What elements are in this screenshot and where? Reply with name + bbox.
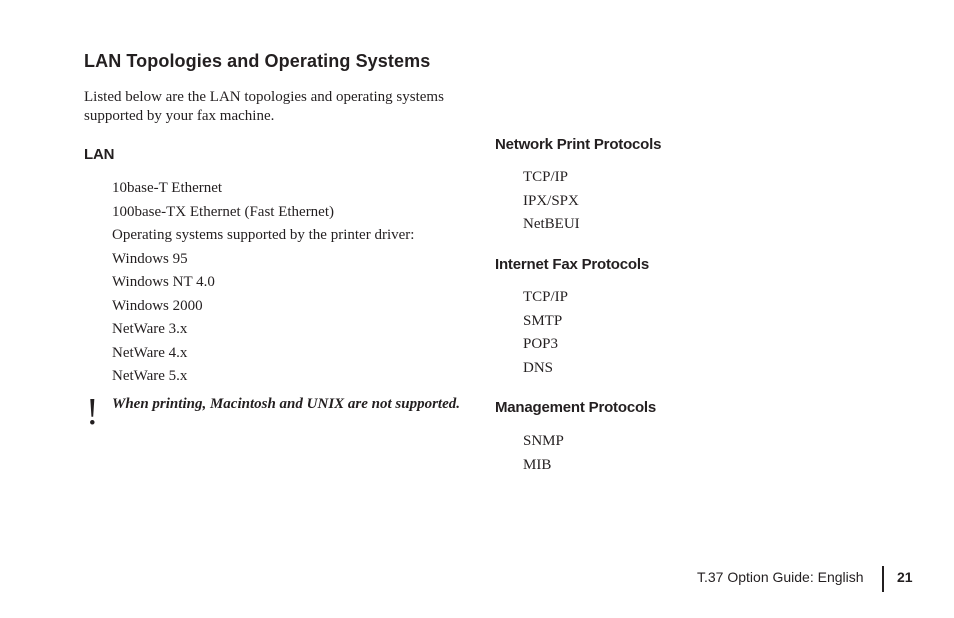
management-protocols-heading: Management Protocols (495, 399, 657, 416)
list-item: NetWare 4.x (112, 344, 188, 361)
list-item: Operating systems supported by the printer driver: (112, 227, 415, 243)
network-print-protocols-heading: Network Print Protocols (495, 136, 662, 153)
lan-list (112, 177, 414, 389)
internet-fax-protocols-heading: Internet Fax Protocols (495, 256, 649, 273)
list-item: 10base-T Ethernet (112, 180, 223, 196)
warning-note: When printing, Macintosh and UNIX are not supported. (112, 396, 461, 412)
list-item: NetWare 5.x (112, 368, 188, 384)
list-item: SMTP (523, 312, 563, 329)
intro-paragraph: Listed below are the LAN topologies and operating systems supported by your fax machine. (84, 89, 444, 124)
list-item: Windows 2000 (112, 297, 203, 314)
network-print-protocols-list (523, 166, 580, 237)
list-item: Windows NT 4.0 (112, 274, 215, 290)
list-item: Windows 95 (112, 250, 188, 267)
list-item: 100base-TX Ethernet (Fast Ethernet) (112, 203, 335, 220)
list-item: TCP/IP (523, 169, 569, 185)
list-item: DNS (523, 359, 554, 376)
exclamation-icon: ! (86, 391, 99, 433)
footer-divider (882, 566, 884, 592)
page-title: LAN Topologies and Operating Systems (84, 51, 431, 71)
list-item: MIB (523, 456, 552, 473)
list-item: POP3 (523, 336, 559, 352)
footer-guide-title: T.37 Option Guide: English (697, 569, 864, 585)
lan-heading: LAN (84, 146, 115, 163)
list-item: TCP/IP (523, 289, 569, 305)
list-item: NetBEUI (523, 216, 580, 232)
list-item: IPX/SPX (523, 192, 579, 209)
page-number: 21 (897, 569, 913, 585)
internet-fax-protocols-list (523, 286, 568, 380)
list-item: SNMP (523, 433, 564, 449)
list-item: NetWare 3.x (112, 321, 188, 337)
management-protocols-list (523, 430, 564, 477)
